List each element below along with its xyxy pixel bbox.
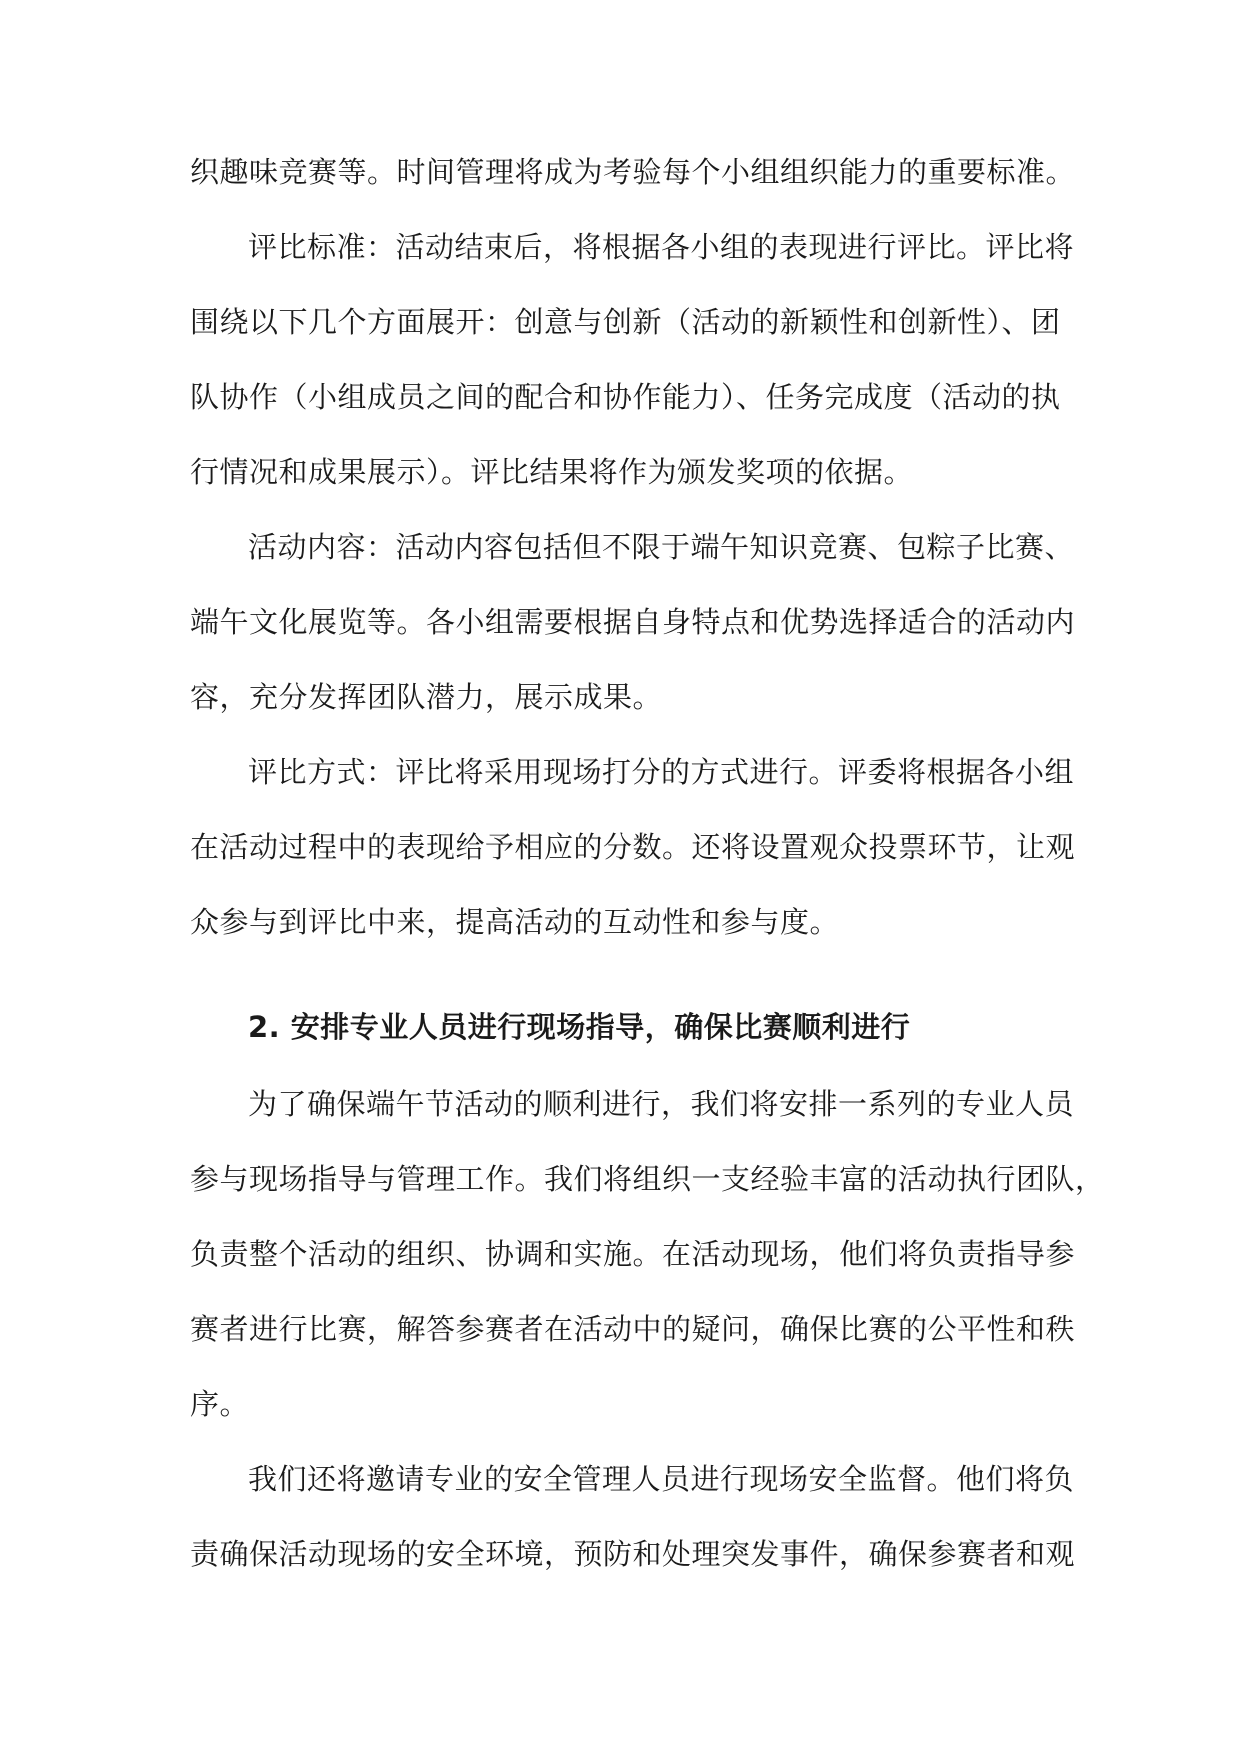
text-line: 织趣味竞赛等。时间管理将成为考验每个小组组织能力的重要标准。 <box>190 155 1076 189</box>
text-line: 参与现场指导与管理工作。我们将组织一支经验丰富的活动执行团队， <box>190 1162 1105 1196</box>
text-line: 责确保活动现场的安全环境，预防和处理突发事件，确保参赛者和观 <box>190 1537 1076 1571</box>
text-line: 端午文化展览等。各小组需要根据自身特点和优势选择适合的活动内 <box>190 605 1076 639</box>
text-line: 负责整个活动的组织、协调和实施。在活动现场，他们将负责指导参 <box>190 1237 1076 1271</box>
paragraph-criteria-line: 评比标准：活动结束后，将根据各小组的表现进行评比。评比将 <box>248 230 1075 264</box>
paragraph-method-line: 评比方式：评比将采用现场打分的方式进行。评委将根据各小组 <box>248 755 1075 789</box>
text-line: 众参与到评比中来，提高活动的互动性和参与度。 <box>190 905 840 939</box>
text-line: 行情况和成果展示）。评比结果将作为颁发奖项的依据。 <box>190 455 914 489</box>
text-line: 队协作（小组成员之间的配合和协作能力）、任务完成度（活动的执 <box>190 380 1061 414</box>
text-line: 在活动过程中的表现给予相应的分数。还将设置观众投票环节，让观 <box>190 830 1076 864</box>
section-heading: 2. 安排专业人员进行现场指导，确保比赛顺利进行 <box>248 1010 911 1044</box>
paragraph-content-line: 活动内容：活动内容包括但不限于端午知识竞赛、包粽子比赛、 <box>248 530 1075 564</box>
text-line: 赛者进行比赛，解答参赛者在活动中的疑问，确保比赛的公平性和秩 <box>190 1312 1076 1346</box>
text-line: 围绕以下几个方面展开：创意与创新（活动的新颖性和创新性）、团 <box>190 305 1061 339</box>
text-line: 序。 <box>190 1387 250 1421</box>
text-line: 容，充分发挥团队潜力，展示成果。 <box>190 680 663 714</box>
paragraph-safety-line: 我们还将邀请专业的安全管理人员进行现场安全监督。他们将负 <box>248 1462 1075 1496</box>
paragraph-staff-line: 为了确保端午节活动的顺利进行，我们将安排一系列的专业人员 <box>248 1087 1075 1121</box>
